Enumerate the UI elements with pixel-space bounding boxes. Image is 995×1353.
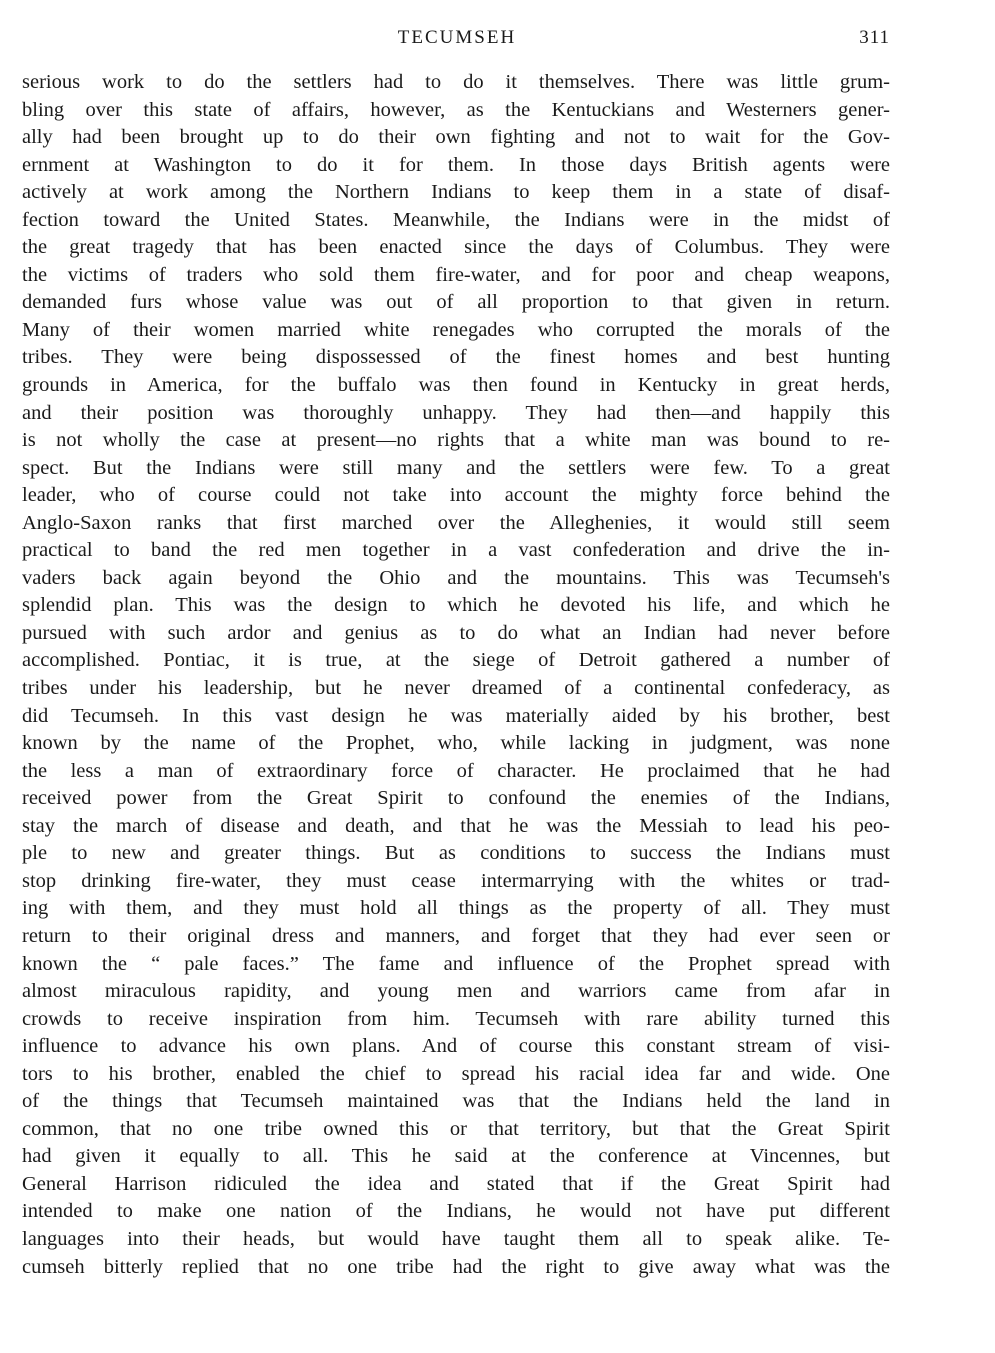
- running-title: TECUMSEH: [397, 27, 517, 48]
- text-line: received power from the Great Spirit to confound the enemies of the Indians,: [22, 787, 890, 810]
- text-line: crowds to receive inspiration from him. Tecumseh with rare ability turned this: [22, 1007, 890, 1030]
- text-line: tribes under his leadership, but he never dreamed of a continental confederacy, as: [22, 677, 890, 700]
- text-line: known the “ pale faces.” The fame and influence of the Prophet spread with: [22, 952, 890, 975]
- text-line: Anglo-Saxon ranks that first marched over the Alleghenies, it would still seem: [22, 511, 890, 534]
- text-line: the less a man of extraordinary force of character. He proclaimed that he had: [22, 759, 890, 782]
- text-line: splendid plan. This was the design to which he devoted his life, and which he: [22, 594, 890, 617]
- page-number: 311: [859, 27, 890, 48]
- text-line: common, that no one tribe owned this or that territory, but that the Great Spirit: [22, 1117, 890, 1140]
- text-line: of the things that Tecumseh maintained was that the Indians held the land in: [22, 1090, 890, 1113]
- body-paragraph: [22, 69, 890, 1281]
- text-line: actively at work among the Northern Indians to keep them in a state of disaf-: [22, 181, 890, 204]
- text-line: known by the name of the Prophet, who, while lacking in judgment, was none: [22, 732, 890, 755]
- text-line: grounds in America, for the buffalo was then found in Kentucky in great herds,: [22, 374, 890, 397]
- text-line: demanded furs whose value was out of all proportion to that given in return.: [22, 291, 890, 314]
- text-line: cumseh bitterly replied that no one tribe had the right to give away what was the: [22, 1255, 890, 1278]
- text-line: spect. But the Indians were still many and the settlers were few. To a great: [22, 456, 890, 479]
- text-line: ing with them, and they must hold all things as the property of all. They must: [22, 897, 890, 920]
- text-line: ernment at Washington to do it for them. In those days British agents were: [22, 153, 890, 176]
- text-line: and their position was thoroughly unhappy. They had then—and happily this: [22, 401, 890, 424]
- text-line: the victims of traders who sold them fire-water, and for poor and cheap weapons,: [22, 263, 890, 286]
- text-line: is not wholly the case at present—no rights that a white man was bound to re-: [22, 429, 890, 452]
- text-line: vaders back again beyond the Ohio and the mountains. This was Tecumseh's: [22, 566, 890, 589]
- text-line: ple to new and greater things. But as conditions to success the Indians must: [22, 842, 890, 865]
- text-line: did Tecumseh. In this vast design he was materially aided by his brother, best: [22, 704, 890, 727]
- text-line: ally had been brought up to do their own fighting and not to wait for the Gov-: [22, 126, 890, 149]
- text-line: had given it equally to all. This he said at the conference at Vincennes, but: [22, 1145, 890, 1168]
- text-line: leader, who of course could not take into account the mighty force behind the: [22, 484, 890, 507]
- text-line: bling over this state of affairs, however, as the Kentuckians and Westerners gener-: [22, 98, 890, 121]
- text-line: the great tragedy that has been enacted since the days of Columbus. They were: [22, 236, 890, 259]
- text-line: practical to band the red men together in a vast confederation and drive the in-: [22, 539, 890, 562]
- text-line: pursued with such ardor and genius as to do what an Indian had never before: [22, 621, 890, 644]
- text-line: influence to advance his own plans. And of course this constant stream of visi-: [22, 1035, 890, 1058]
- text-line: General Harrison ridiculed the idea and stated that if the Great Spirit had: [22, 1172, 890, 1195]
- text-line: serious work to do the settlers had to do it themselves. There was little grum-: [22, 71, 890, 93]
- running-head: [22, 24, 892, 54]
- text-line: stay the march of disease and death, and that he was the Messiah to lead his peo-: [22, 814, 890, 837]
- text-line: languages into their heads, but would have taught them all to speak alike. Te-: [22, 1227, 890, 1250]
- text-line: stop drinking fire-water, they must cease intermarrying with the whites or trad-: [22, 869, 890, 892]
- text-line: tribes. They were being dispossessed of the finest homes and best hunting: [22, 346, 890, 369]
- text-line: almost miraculous rapidity, and young men and warriors came from afar in: [22, 980, 890, 1003]
- text-line: accomplished. Pontiac, it is true, at the siege of Detroit gathered a number of: [22, 649, 890, 672]
- text-line: fection toward the United States. Meanwhile, the Indians were in the midst of: [22, 208, 890, 231]
- text-line: intended to make one nation of the Indians, he would not have put different: [22, 1200, 890, 1223]
- text-line: return to their original dress and manners, and forget that they had ever seen or: [22, 924, 890, 947]
- text-line: Many of their women married white renegades who corrupted the morals of the: [22, 318, 890, 341]
- text-line: tors to his brother, enabled the chief to spread his racial idea far and wide. One: [22, 1062, 890, 1085]
